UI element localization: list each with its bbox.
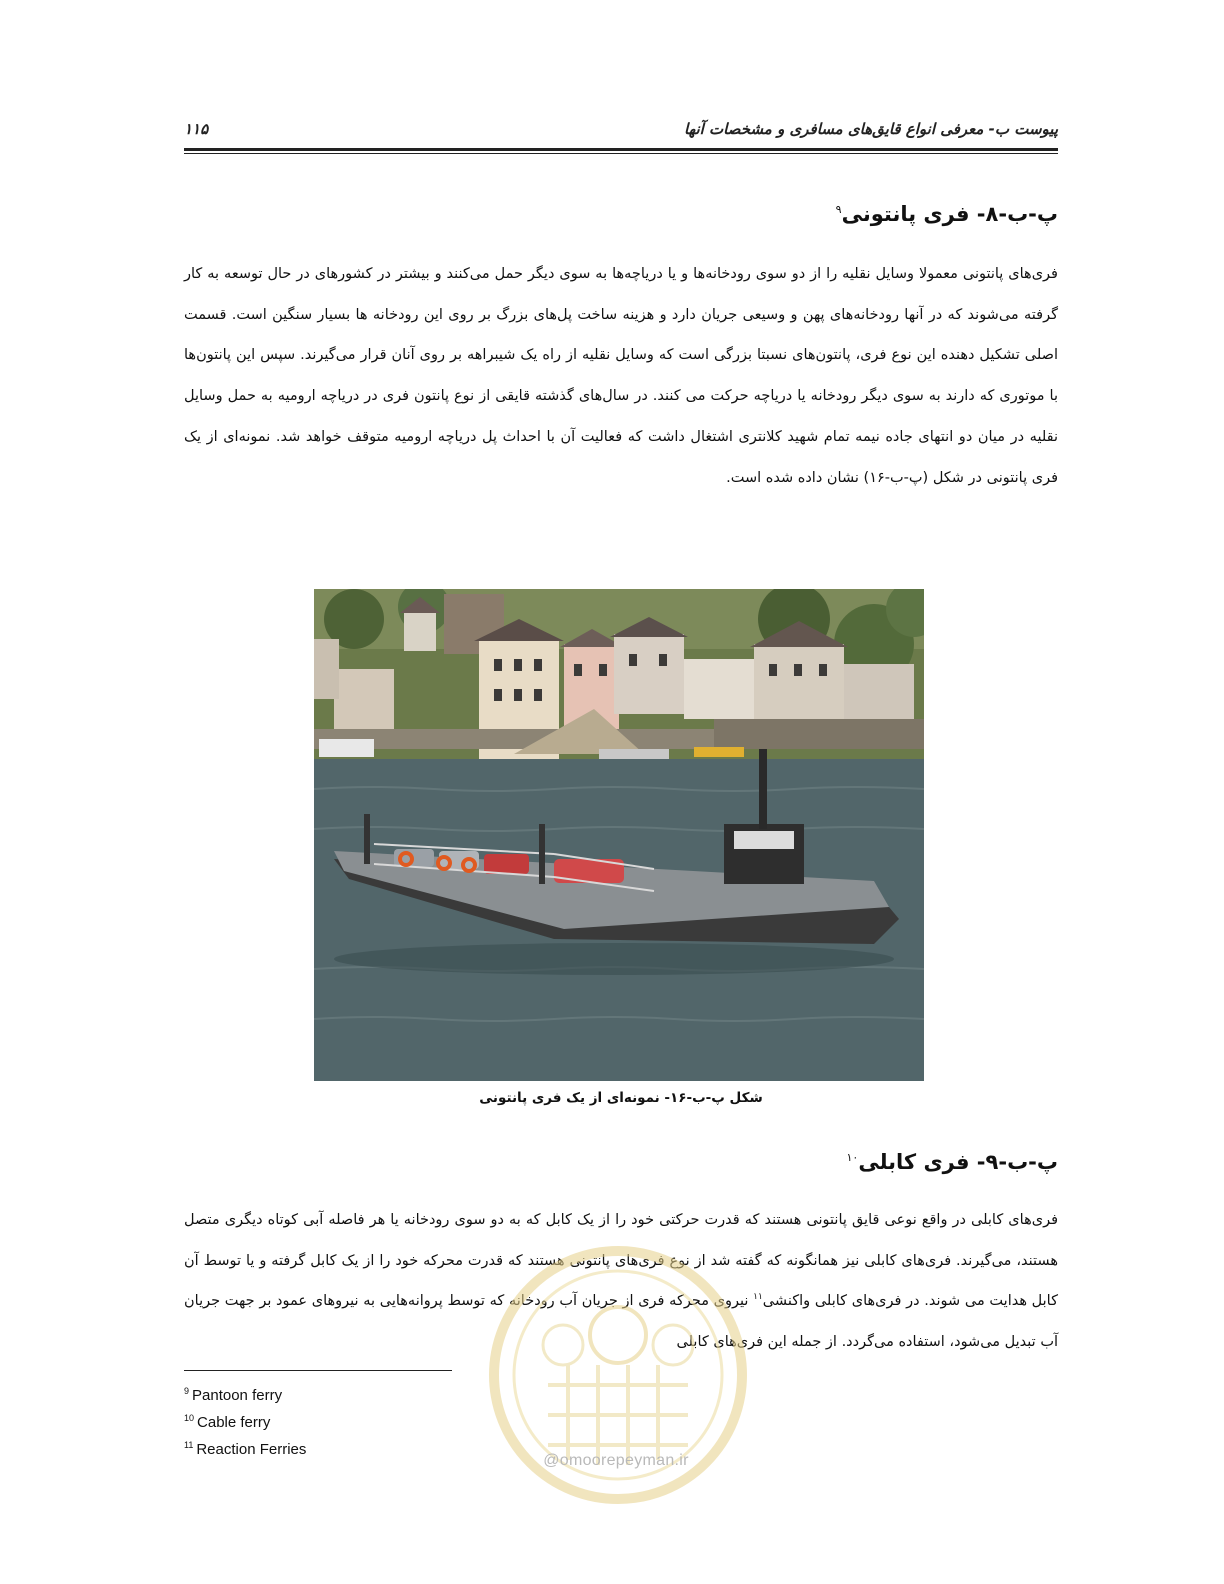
section-heading-cable-ferry — [846, 1150, 1059, 1174]
figure-caption: شکل پ-ب-۱۶- نمونه‌ای از یک فری پانتونی — [479, 1090, 763, 1106]
footnotes — [184, 1380, 584, 1461]
header-rule — [184, 148, 1058, 151]
footnote-ref: ۱۰ — [846, 1151, 859, 1164]
body-paragraph: فری‌های پانتونی معمولا وسایل نقلیه را از دو سوی رودخانه‌ها و یا دریاچه‌ها به سوی دیگر حمل می‌کنند و بیشتر در کشورهای در حال توسعه به کار گرفته می‌شوند که در آنها رودخانه‌های پهن و وسیعی جریان دارد و هزینه ساخت پل‌های بزرگ بر روی این رودخانه ها بسیار سنگین است. قسمت اصلی تشکیل دهنده این نوع فری، پانتون‌های نسبتا بزرگی است که وسایل نقلیه از راه یک شیبراهه بر روی آنان قرار می‌گیرند. سپس این پانتون‌ها با موتوری که دارند به سوی دیگر رودخانه یا دریاچه حرکت می کنند. در سال‌های گذشته قایقی از نوع پانتون فری در دریاچه ارومیه به حمل وسایل نقلیه در میان دو انتهای جاده نیمه تمام شهید کلانتری اشتغال داشت که فعالیت آن با احداث پل دریاچه ارومیه متوقف خواهد شد. نمونه‌ای از یک فری پانتونی در شکل (پ-ب-۱۶) نشان داده شده است. — [184, 266, 1058, 486]
footnote-item — [184, 1380, 584, 1407]
paragraph-text: نیروی محرکه فری از جریان آب رودخانه که توسط پروانه‌هایی به نیروهای عمود بر جهت جریان آب تبدیل می‌شود، استفاده می‌گردد. از جمله این فری‌های کابلی — [184, 1293, 1058, 1351]
watermark-url: @omoorepeyman.ir — [543, 1452, 689, 1469]
footnote-number: 10 — [184, 1413, 195, 1423]
footnote-number: 9 — [184, 1386, 190, 1396]
footnote-rule — [184, 1370, 452, 1371]
page-header — [184, 118, 1058, 148]
footnote-text: Pantoon ferry — [192, 1387, 283, 1404]
footnote-item — [184, 1407, 584, 1434]
footnote-text: Reaction Ferries — [196, 1441, 307, 1458]
header-rule-thin — [184, 153, 1058, 154]
footnote-number: 11 — [184, 1440, 194, 1450]
ferry-photo — [314, 589, 924, 1081]
footnote-ref: ۱۱ — [753, 1292, 763, 1303]
body-paragraph — [184, 1200, 1058, 1363]
footnote-ref: ۹ — [835, 203, 842, 216]
section-heading-text: پ-ب-۹- فری کابلی — [858, 1150, 1058, 1174]
footnote-text: Cable ferry — [197, 1414, 271, 1431]
section-heading-pontoon-ferry — [835, 202, 1058, 226]
footnote-item — [184, 1434, 584, 1461]
paragraph-text: فری‌های کابلی در واقع نوعی قایق پانتونی هستند که قدرت حرکتی خود را از یک کابل که به دو سوی رودخانه یا هر فاصله آبی کوتاه دیگری متصل هستند، می‌گیرند. فری‌های کابلی نیز همانگونه که گفته شد از نوع فری‌های پانتونی هستند که قدرت محرکه خود را از یک کابل گرفته و یا توسط آن کابل هدایت می شوند. در فری‌های کابلی واکنشی — [184, 1212, 1059, 1310]
section-heading-text: پ-ب-۸- فری پانتونی — [841, 202, 1058, 226]
page-number: ۱۱۵ — [184, 120, 209, 138]
header-title: پیوست ب- معرفی انواع قایق‌های مسافری و مشخصات آنها — [684, 120, 1058, 138]
